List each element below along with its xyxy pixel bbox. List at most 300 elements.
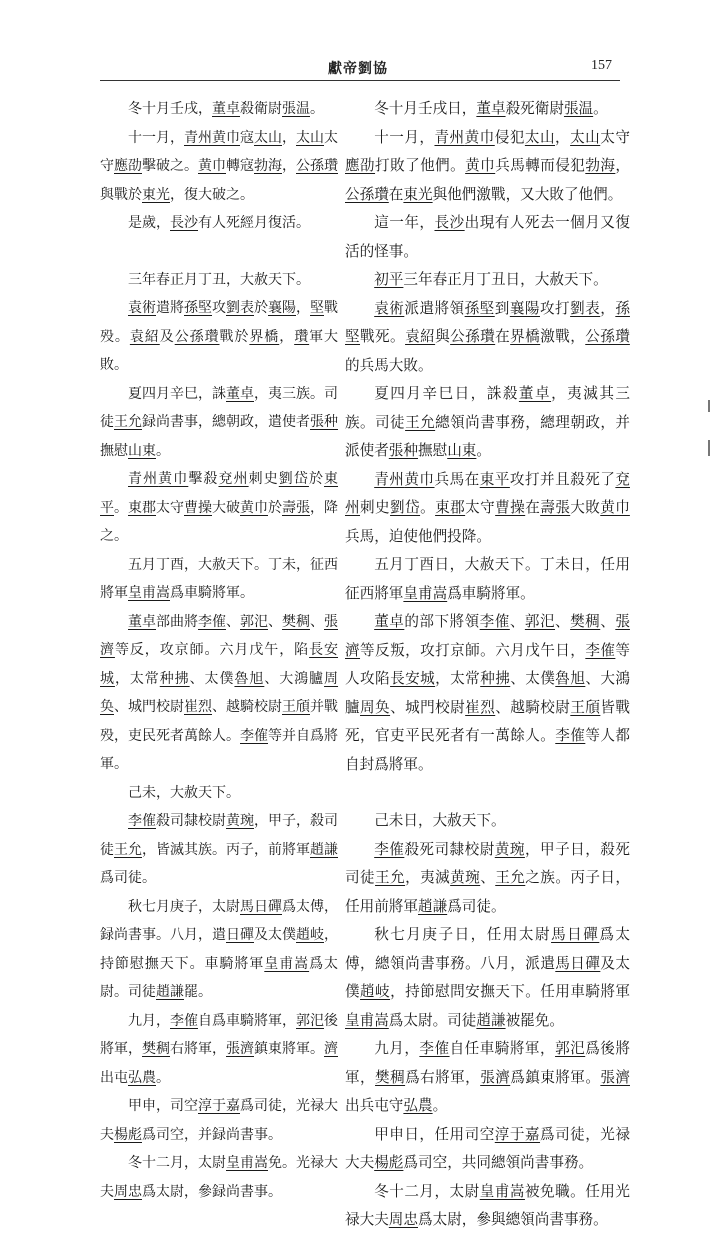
text-run: 在 — [525, 499, 541, 516]
proper-noun: 曹操 — [495, 499, 526, 516]
paragraph — [345, 266, 630, 295]
text-run: 五月丁酉日，大赦天下。丁未日，任用征西將軍 — [345, 556, 630, 602]
text-run: 五月丁酉，大赦天下。丁未，征西將軍 — [100, 556, 338, 601]
proper-noun: 趙謙 — [417, 897, 448, 915]
text-run: 爲太傅，録尚書事。八月，遣 — [100, 898, 338, 943]
page-number: 157 — [591, 58, 612, 73]
proper-noun: 魯旭 — [555, 670, 586, 687]
proper-noun: 張濟 — [600, 1068, 630, 1086]
text-run: ，太常 — [114, 670, 160, 687]
text-run: 之族。丙子日，任用前將軍 — [345, 869, 630, 915]
paragraph — [100, 551, 338, 608]
text-run: 、 — [555, 613, 571, 630]
text-run: 攻打 — [539, 299, 571, 317]
proper-noun: 青州 — [434, 128, 465, 146]
text-run: 冬十月壬戌日， — [374, 100, 477, 117]
text-run: 兵馬轉而侵犯 — [495, 157, 586, 174]
paragraph — [345, 466, 630, 552]
proper-noun: 袁術 — [374, 299, 405, 317]
modern-translation-column — [345, 95, 630, 1235]
text-run: 於 — [308, 471, 325, 487]
proper-noun: 初平 — [374, 271, 404, 288]
proper-noun: 崔烈 — [465, 698, 496, 716]
text-run: 、 — [310, 613, 324, 630]
proper-noun: 樊稠 — [570, 613, 601, 630]
text-run: 與他們激戰，又大敗了他們。 — [432, 185, 623, 203]
proper-noun: 太山 — [524, 128, 556, 146]
text-run: 的兵馬大敗。 — [345, 356, 433, 374]
proper-noun: 弘農 — [128, 1069, 156, 1086]
scan-edge-mark — [708, 440, 710, 456]
paragraph — [100, 1007, 338, 1093]
text-run: ，持節慰撫天下。車騎將軍 — [100, 927, 338, 972]
text-run: 擊破之。 — [142, 158, 198, 174]
text-run: 爲太尉。司徒 — [388, 1011, 477, 1029]
text-run: 、 — [480, 869, 496, 886]
text-run: 爲司徒，光禄大夫 — [345, 1125, 630, 1171]
proper-noun: 山東 — [447, 442, 477, 459]
text-run: 擊殺 — [188, 471, 219, 487]
paragraph — [100, 95, 338, 124]
paragraph-gap — [345, 779, 630, 807]
proper-noun: 長沙 — [434, 214, 465, 231]
paragraph — [345, 1035, 630, 1121]
proper-noun: 种拂 — [159, 670, 190, 687]
proper-noun: 魯旭 — [234, 670, 265, 687]
text-run: ，甲子日，殺死司徒 — [345, 840, 630, 886]
paragraph — [100, 893, 338, 1007]
proper-noun: 張种 — [310, 414, 338, 430]
proper-noun: 黄巾 — [198, 158, 226, 174]
proper-noun: 黄巾 — [404, 470, 435, 488]
text-run: 、 — [226, 613, 240, 630]
text-run: 、 — [509, 613, 525, 630]
text-run: ，甲子，殺司徒 — [100, 813, 338, 858]
proper-noun: 東平 — [100, 471, 339, 516]
text-run: 。 — [432, 1097, 448, 1114]
proper-noun: 界橋 — [510, 328, 541, 345]
text-run: ，夷三族。司徒 — [100, 385, 338, 430]
proper-noun: 應劭 — [345, 157, 376, 174]
proper-noun: 董卓 — [128, 613, 156, 630]
proper-noun: 馬日磾 — [551, 926, 600, 943]
proper-noun: 黄巾 — [240, 499, 268, 516]
proper-noun: 東光 — [142, 186, 170, 203]
proper-noun: 應劭 — [114, 158, 142, 174]
proper-noun: 壽張 — [282, 499, 310, 516]
text-run: 出兵屯守 — [345, 1097, 404, 1114]
proper-noun: 張濟 — [226, 1041, 254, 1057]
text-run: 太守 — [465, 499, 496, 516]
proper-noun: 李傕 — [198, 613, 226, 630]
proper-noun: 种拂 — [480, 670, 511, 687]
paragraph — [345, 380, 630, 466]
proper-noun: 黄琬 — [450, 869, 481, 886]
proper-noun: 趙謙 — [476, 1011, 506, 1029]
text-run: 殺衛尉 — [240, 101, 282, 117]
paragraph — [345, 608, 630, 779]
text-run: 爲後將軍， — [345, 1040, 630, 1086]
text-run: 十一月， — [374, 128, 435, 146]
proper-noun: 長安城 — [390, 670, 436, 687]
text-run: 撫慰 — [100, 442, 128, 459]
text-run: 己未日，大赦天下。 — [374, 812, 506, 829]
text-run: 、太僕 — [510, 670, 556, 687]
text-run: 爲司徒。 — [100, 870, 156, 886]
text-run: 冬十二月，太尉 — [374, 1182, 480, 1200]
proper-noun: 王頎 — [282, 699, 310, 715]
proper-noun: 青州 — [184, 129, 212, 146]
text-run: 殺司隸校尉 — [156, 813, 226, 829]
proper-noun: 趙岐 — [360, 983, 391, 1000]
scan-edge-mark — [708, 400, 710, 412]
text-run: 與戰於 — [100, 186, 142, 203]
proper-noun: 黄琬 — [226, 813, 254, 829]
proper-noun: 公孫瓚 — [174, 328, 220, 345]
proper-noun: 董卓 — [476, 100, 506, 117]
proper-noun: 堅 — [310, 300, 324, 316]
text-run: 戰於 — [219, 328, 250, 345]
paragraph-gap — [100, 238, 338, 266]
proper-noun: 張濟 — [100, 613, 338, 658]
proper-noun: 太山 — [296, 129, 324, 146]
proper-noun: 劉岱 — [278, 471, 309, 487]
proper-noun: 李傕 — [419, 1040, 450, 1057]
text-run: 爲太尉，參録尚書事。 — [142, 1183, 282, 1200]
text-run: ， — [282, 158, 296, 174]
text-run: 、大鴻臚 — [264, 670, 325, 687]
proper-noun: 長沙 — [170, 215, 198, 231]
proper-noun: 王允 — [114, 414, 142, 430]
text-run: 等人都自封爲將軍。 — [345, 727, 630, 773]
proper-noun: 淳于嘉 — [494, 1125, 541, 1143]
text-run: 攻打并且殺死了 — [509, 470, 616, 488]
text-run: 、越騎校尉 — [212, 699, 282, 715]
text-run: 、越騎校尉 — [495, 698, 571, 716]
text-run: 等并自爲將軍。 — [100, 727, 338, 772]
text-run: 總領尚書事務，總理朝政，并派使者 — [345, 413, 630, 459]
text-run: 九月， — [128, 1012, 170, 1029]
text-run: 九月， — [374, 1040, 420, 1057]
proper-noun: 淳于嘉 — [198, 1098, 240, 1114]
proper-noun: 王允 — [405, 413, 436, 431]
proper-noun: 王允 — [495, 869, 526, 886]
proper-noun: 皇甫嵩 — [226, 1155, 268, 1171]
text-run: 等反，攻京師。六月戊午，陷 — [114, 642, 310, 658]
proper-noun: 趙岐 — [296, 927, 324, 943]
text-run: 太守 — [100, 129, 338, 174]
text-run: 後將軍， — [100, 1012, 338, 1057]
proper-noun: 王頎 — [570, 698, 601, 716]
text-run: 爲太尉。司徒 — [100, 955, 339, 1000]
proper-noun: 黄巾 — [464, 128, 495, 146]
text-run: 到 — [494, 299, 510, 317]
text-run: 兵馬在 — [434, 470, 480, 488]
paragraph — [345, 1178, 630, 1235]
text-run: ， — [279, 328, 295, 345]
proper-noun: 東郡 — [128, 499, 156, 516]
text-run: 大敗 — [570, 499, 601, 516]
text-run: 。 — [114, 499, 128, 516]
proper-noun: 李傕 — [585, 641, 616, 659]
proper-noun: 界橋 — [249, 328, 280, 345]
text-run: 是歲， — [128, 215, 170, 231]
proper-noun: 東平 — [479, 470, 510, 488]
text-run: 刺史 — [360, 499, 391, 516]
paragraph — [345, 124, 630, 210]
text-run: 。 — [420, 499, 436, 516]
text-run: 的部下將領 — [404, 613, 480, 630]
proper-noun: 董卓 — [374, 613, 405, 630]
proper-noun: 袁紹 — [405, 328, 436, 345]
proper-noun: 黄巾 — [158, 471, 189, 487]
proper-noun: 黄巾 — [465, 157, 496, 174]
proper-noun: 周奂 — [100, 670, 339, 715]
text-run: 爲右將軍， — [405, 1068, 481, 1086]
text-run: 於 — [268, 499, 282, 516]
proper-noun: 李傕 — [374, 840, 405, 858]
running-header-title: 獻帝劉協 — [328, 61, 388, 77]
proper-noun: 勃海 — [585, 157, 616, 174]
text-run: 爲鎮東將軍。 — [510, 1068, 601, 1086]
text-run: 。 — [156, 1069, 170, 1086]
text-run: 等人攻陷 — [345, 641, 630, 687]
text-run: 及太僕 — [345, 954, 630, 1000]
proper-noun: 東光 — [403, 185, 433, 203]
text-run: 太守 — [156, 499, 184, 516]
paragraph — [345, 209, 630, 266]
proper-noun: 皇甫嵩 — [403, 584, 448, 602]
text-run: 撫慰 — [418, 442, 448, 459]
text-run: ， — [296, 300, 310, 316]
paragraph — [100, 294, 338, 380]
text-run: 、太僕 — [189, 670, 235, 687]
text-run: 、城門校尉 — [114, 699, 184, 715]
text-run: 罷。 — [184, 984, 212, 1000]
text-run: 遣將 — [156, 300, 184, 316]
text-run: 。 — [593, 100, 608, 117]
proper-noun: 長安城 — [100, 642, 339, 687]
paragraph — [100, 1149, 338, 1206]
text-run: 爲司徒，光禄大夫 — [100, 1098, 338, 1143]
proper-noun: 孫堅 — [345, 299, 630, 345]
text-run: 、 — [600, 613, 616, 630]
text-run: 冬十二月，太尉 — [128, 1155, 226, 1171]
text-run: ，持節慰問安撫天下。任用車騎將軍 — [390, 983, 630, 1000]
text-run: 。 — [156, 442, 170, 459]
text-run: 秋七月庚子日，任用太尉 — [374, 926, 552, 943]
proper-noun: 東郡 — [435, 499, 466, 516]
proper-noun: 郭汜 — [296, 1012, 324, 1029]
text-run: 在 — [388, 185, 404, 203]
text-run: ，皆滅其族。丙子，前將軍 — [142, 841, 310, 858]
text-run: 等反叛，攻打京師。六月戊午日， — [360, 641, 586, 659]
text-run: 爲車騎將軍。 — [170, 585, 254, 601]
proper-noun: 黄巾 — [600, 499, 630, 516]
proper-noun: 李傕 — [170, 1012, 198, 1029]
proper-noun: 郭汜 — [524, 613, 556, 630]
paragraph — [345, 295, 630, 381]
text-run: 己未，大赦天下。 — [128, 784, 240, 801]
text-run: 、 — [268, 613, 282, 630]
classical-text-column — [100, 95, 338, 1206]
proper-noun: 皇甫嵩 — [128, 585, 170, 601]
proper-noun: 皇甫嵩 — [345, 1011, 389, 1029]
text-run: 有人死經月復活。 — [198, 215, 310, 231]
text-run: 與 — [435, 328, 451, 345]
proper-noun: 黄琬 — [494, 840, 525, 858]
paragraph — [100, 608, 338, 779]
text-run: 於 — [254, 300, 268, 316]
text-run: 被罷免。 — [505, 1011, 564, 1029]
text-run: 爲太傅，總領尚書事務。八月，派遣 — [345, 926, 630, 972]
text-run: ，降之。 — [100, 499, 338, 544]
proper-noun: 襄陽 — [268, 300, 296, 316]
proper-noun: 弘農 — [403, 1097, 433, 1114]
text-run: 鎮東將軍。 — [254, 1041, 324, 1057]
proper-noun: 張濟 — [480, 1068, 511, 1086]
text-run: 夏四月辛巳日，誅殺 — [374, 385, 519, 402]
proper-noun: 袁紹 — [129, 328, 160, 345]
paragraph — [345, 921, 630, 1035]
proper-noun: 濟 — [324, 1041, 338, 1057]
text-run: 三年春正月丁丑，大赦天下。 — [128, 271, 310, 288]
text-run: ， — [555, 128, 571, 146]
text-run: 轉寇 — [226, 158, 254, 174]
text-run: 戰殁。 — [100, 300, 338, 345]
text-run: 激戰， — [540, 328, 586, 345]
text-run: 甲申，司空 — [128, 1098, 198, 1114]
text-run: 太守 — [600, 128, 630, 146]
text-run: ，太常 — [435, 670, 481, 687]
proper-noun: 周奂 — [360, 698, 391, 716]
proper-noun: 馬日磾 — [240, 898, 282, 915]
proper-noun: 李傕 — [128, 813, 156, 829]
paragraph — [100, 807, 338, 893]
text-run: 派遣將領 — [404, 299, 465, 317]
proper-noun: 董卓 — [518, 385, 552, 402]
proper-noun: 孫堅 — [184, 300, 212, 316]
paragraph — [345, 551, 630, 608]
text-run: 、大鴻臚 — [345, 670, 630, 716]
text-run: 大破 — [212, 499, 240, 516]
text-run: ，復大破之。 — [170, 186, 254, 203]
text-run: 部曲將 — [156, 613, 198, 630]
proper-noun: 樊稠 — [375, 1068, 406, 1086]
text-run: 十一月， — [128, 129, 184, 146]
proper-noun: 周忠 — [114, 1183, 142, 1200]
text-run: ，夷滅 — [405, 869, 451, 886]
proper-noun: 崔烈 — [184, 699, 212, 715]
proper-noun: 公孫瓚 — [450, 328, 496, 345]
proper-noun: 樊稠 — [282, 613, 310, 630]
proper-noun: 袁術 — [128, 300, 156, 316]
text-run: 出屯 — [100, 1069, 128, 1086]
proper-noun: 王允 — [114, 841, 142, 858]
text-run: 夏四月辛巳，誅 — [128, 385, 226, 402]
text-run: 及太僕 — [254, 927, 296, 943]
proper-noun: 皇甫嵩 — [479, 1182, 525, 1200]
proper-noun: 日磾 — [226, 927, 254, 943]
proper-noun: 山東 — [128, 442, 156, 459]
proper-noun: 瓚 — [294, 328, 310, 345]
text-run: 爲司空，共同總領尚書事務。 — [403, 1154, 594, 1171]
proper-noun: 兗州 — [345, 470, 630, 516]
text-run: 在 — [495, 328, 511, 345]
text-run: 爲司空，并録尚書事。 — [142, 1126, 282, 1143]
text-run: 侵犯 — [494, 128, 525, 146]
proper-noun: 張温 — [282, 101, 310, 117]
text-run: ， — [615, 157, 630, 174]
text-run: 爲司徒。 — [447, 897, 506, 915]
text-run: 戰死。 — [360, 328, 406, 345]
proper-noun: 襄陽 — [509, 299, 540, 317]
text-run: ， — [600, 299, 616, 317]
text-run: 并戰殁，吏民死者萬餘人。 — [100, 699, 338, 744]
text-run: 軍大敗。 — [100, 328, 339, 373]
proper-noun: 李傕 — [479, 613, 510, 630]
proper-noun: 黄巾 — [212, 129, 240, 146]
text-run: 爲車騎將軍。 — [447, 584, 535, 602]
paragraph — [345, 807, 630, 836]
text-run: 録尚書事，總朝政，遣使者 — [142, 414, 310, 430]
text-run: 出現有人死去一個月又復活的怪事。 — [345, 214, 630, 260]
proper-noun: 劉岱 — [390, 499, 421, 516]
proper-noun: 王允 — [375, 869, 406, 886]
proper-noun: 青州 — [128, 471, 159, 487]
proper-noun: 劉表 — [226, 300, 254, 316]
proper-noun: 太山 — [254, 129, 282, 146]
proper-noun: 孫堅 — [464, 299, 495, 317]
paragraph — [100, 266, 338, 295]
proper-noun: 勃海 — [254, 158, 282, 174]
proper-noun: 兗州 — [218, 471, 249, 487]
text-run: 攻 — [212, 300, 226, 316]
paragraph — [100, 465, 338, 551]
paragraph — [345, 95, 630, 124]
text-run: 殺死衛尉 — [505, 100, 564, 117]
paragraph — [100, 209, 338, 238]
proper-noun: 董卓 — [212, 101, 240, 117]
text-run: 免。光禄大夫 — [100, 1155, 338, 1200]
paragraph — [345, 1121, 630, 1178]
text-run: 寇 — [240, 129, 254, 146]
header-rule — [100, 80, 620, 81]
text-run: 這一年， — [374, 214, 435, 231]
paragraph — [100, 124, 338, 210]
proper-noun: 周忠 — [388, 1211, 418, 1228]
text-run: 打敗了他們。 — [375, 157, 466, 174]
text-run: 三年春正月丁丑日，大赦天下。 — [403, 271, 608, 288]
text-run: 及 — [159, 328, 175, 345]
text-run: 自任車騎將軍， — [449, 1040, 556, 1057]
proper-noun: 趙謙 — [310, 841, 338, 858]
text-run: 、城門校尉 — [390, 698, 466, 716]
text-run: 秋七月庚子，太尉 — [128, 898, 240, 915]
proper-noun: 郭汜 — [555, 1040, 586, 1057]
proper-noun: 趙謙 — [156, 984, 184, 1000]
text-run: 爲太尉，參與總領尚書事務。 — [418, 1211, 608, 1228]
text-run: ， — [282, 129, 296, 146]
paragraph — [100, 779, 338, 808]
proper-noun: 董卓 — [226, 385, 254, 402]
proper-noun: 公孫瓚 — [585, 328, 630, 345]
proper-noun: 楊彪 — [374, 1154, 404, 1171]
paragraph — [100, 380, 338, 466]
proper-noun: 曹操 — [184, 499, 212, 516]
proper-noun: 馬日磾 — [555, 954, 601, 972]
proper-noun: 楊彪 — [114, 1126, 142, 1143]
